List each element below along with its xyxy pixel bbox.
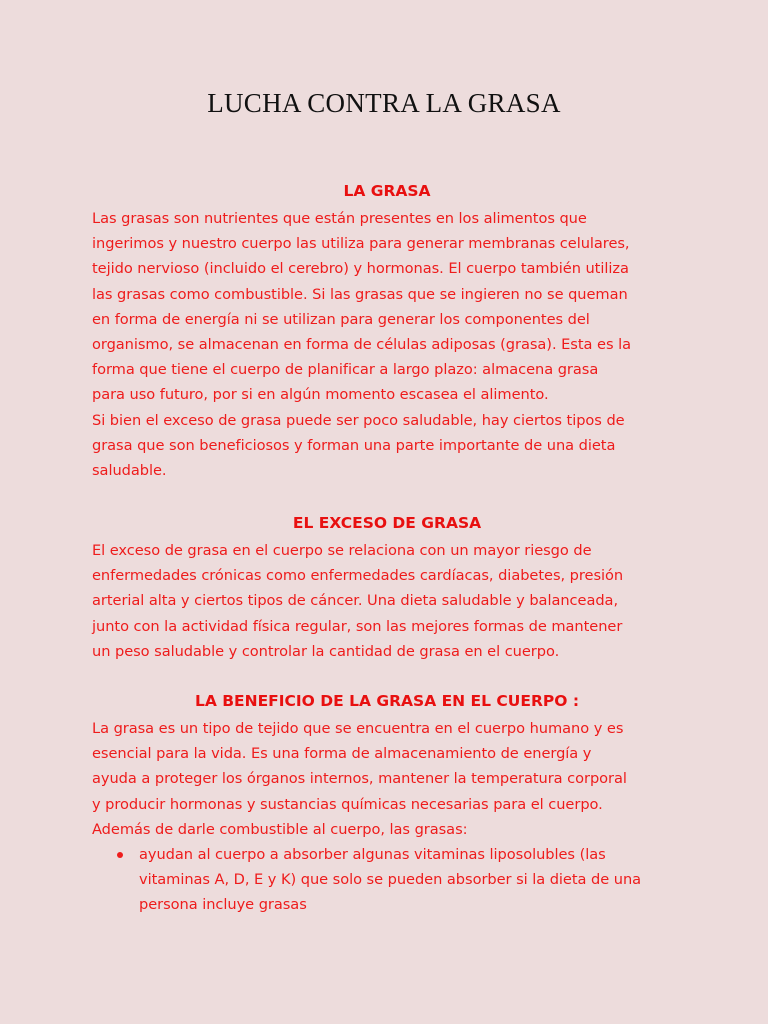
section-exceso-de-grasa	[92, 512, 682, 664]
text-line: y producir hormonas y sustancias químicas necesarias para el cuerpo.	[92, 795, 603, 813]
text-line: ingerimos y nuestro cuerpo las utiliza para generar membranas celulares,	[92, 235, 630, 253]
text-line: un peso saludable y controlar la cantidad de grasa en el cuerpo.	[92, 642, 560, 660]
text-line: tejido nervioso (incluido el cerebro) y hormonas. El cuerpo también utiliza	[92, 260, 629, 278]
text-line: junto con la actividad física regular, son las mejores formas de mantener	[92, 617, 623, 635]
text-line: las grasas como combustible. Si las grasas que se ingieren no se queman	[92, 285, 628, 303]
text-line: Además de darle combustible al cuerpo, las grasas:	[92, 820, 468, 838]
text-line: grasa que son beneficiosos y forman una parte importante de una dieta	[92, 436, 616, 454]
section-body	[92, 716, 682, 842]
text-line: para uso futuro, por si en algún momento escasea el alimento.	[92, 386, 549, 404]
text-line: esencial para la vida. Es una forma de almacenamiento de energía y	[92, 745, 592, 763]
section-heading: EL EXCESO DE GRASA	[292, 514, 482, 532]
text-line: organismo, se almacenan en forma de células adiposas (grasa). Esta es la	[92, 336, 631, 354]
text-line: La grasa es un tipo de tejido que se encuentra en el cuerpo humano y es	[92, 720, 624, 737]
section-heading: LA BENEFICIO DE LA GRASA EN EL CUERPO :	[194, 692, 580, 710]
section-beneficio-de-la-grasa	[92, 690, 682, 918]
list-item	[92, 842, 682, 918]
text-line: forma que tiene el cuerpo de planificar a largo plazo: almacena grasa	[92, 361, 599, 379]
page-title: LUCHA CONTRA LA GRASA	[207, 88, 561, 118]
text-line: ayudan al cuerpo a absorber algunas vitaminas liposolubles (las	[139, 846, 606, 864]
section-body	[92, 206, 682, 483]
text-line: enfermedades crónicas como enfermedades cardíacas, diabetes, presión	[92, 567, 624, 585]
section-la-grasa	[92, 180, 682, 483]
section-body	[92, 538, 682, 664]
section-heading: LA GRASA	[343, 182, 431, 200]
text-line: saludable.	[92, 462, 167, 480]
bullet-list	[92, 842, 682, 918]
text-line: Si bien el exceso de grasa puede ser poco saludable, hay ciertos tipos de	[92, 411, 625, 429]
text-line: arterial alta y ciertos tipos de cáncer. Una dieta saludable y balanceada,	[92, 592, 619, 610]
text-line: El exceso de grasa en el cuerpo se relaciona con un mayor riesgo de	[92, 542, 592, 559]
text-line: ayuda a proteger los órganos internos, mantener la temperatura corporal	[92, 770, 627, 788]
bullet-icon	[117, 852, 123, 858]
text-line: persona incluye grasas	[139, 896, 307, 914]
text-line: vitaminas A, D, E y K) que solo se pueden absorber si la dieta de una	[139, 871, 642, 889]
text-line: Las grasas son nutrientes que están presentes en los alimentos que	[92, 210, 587, 227]
text-line: en forma de energía ni se utilizan para generar los componentes del	[92, 310, 590, 328]
